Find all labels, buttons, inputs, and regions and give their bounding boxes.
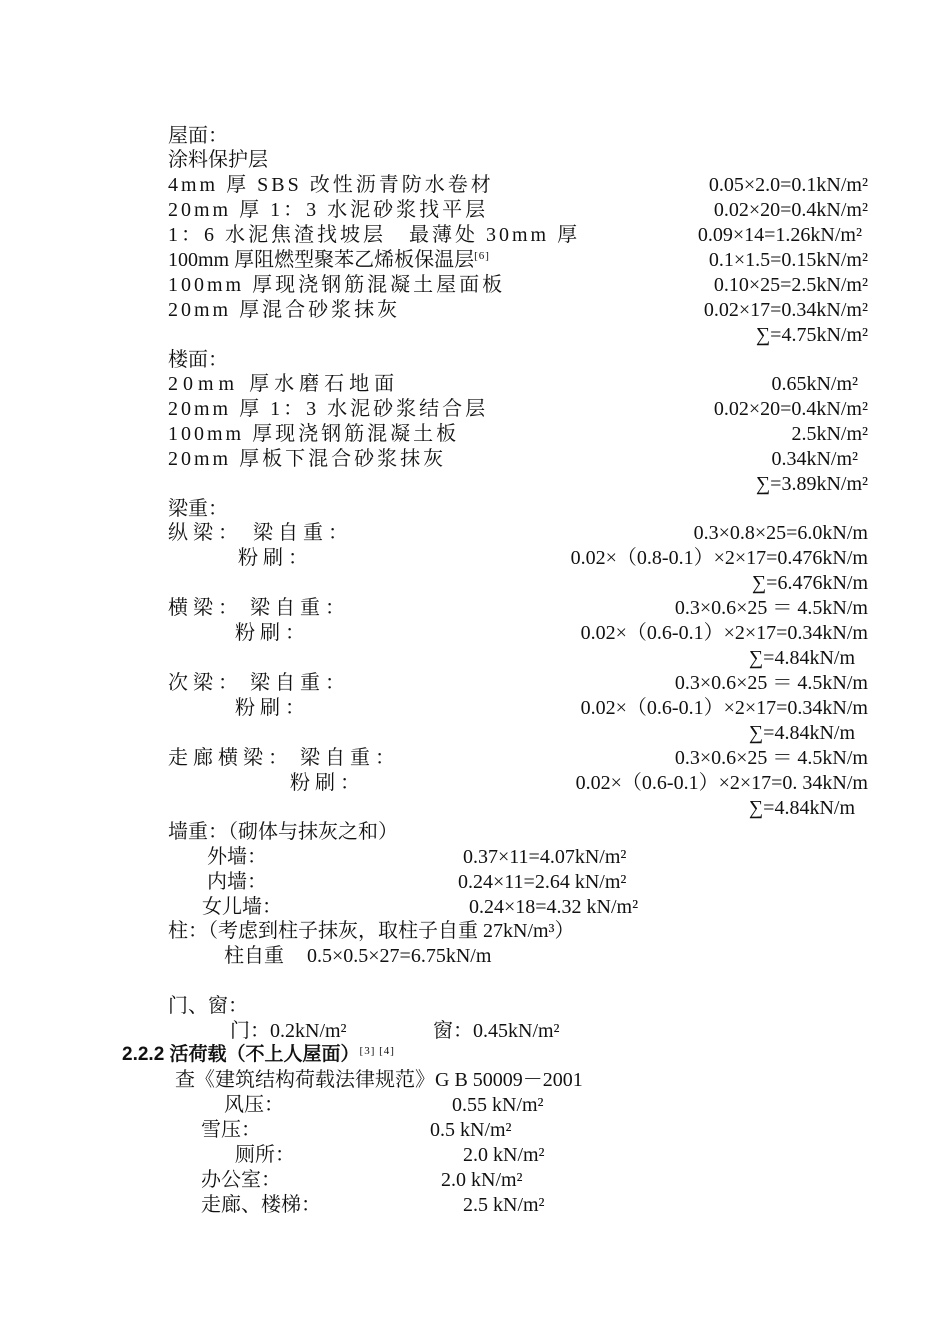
roof-row-label: 20mm 厚 1：3 水泥砂浆找平层 bbox=[168, 199, 489, 221]
floor-row-label: 20mm 厚 1：3 水泥砂浆结合层 bbox=[168, 398, 489, 420]
beam-sum: ∑=4.84kN/m bbox=[748, 647, 855, 669]
reference-note: [3] [4] bbox=[359, 1045, 395, 1057]
beam-sum: ∑=4.84kN/m bbox=[748, 722, 855, 744]
beam-self-label: 梁自重： bbox=[253, 522, 353, 544]
beam-self-label: 梁自重： bbox=[250, 672, 350, 694]
roof-row-insulation bbox=[168, 248, 490, 272]
floor-row-value: 0.65kN/m² bbox=[771, 373, 858, 395]
floor-row-label: 20mm 厚板下混合砂浆抹灰 bbox=[168, 448, 447, 470]
live-label: 风压： bbox=[224, 1094, 284, 1116]
beam-sum: ∑=6.476kN/m bbox=[751, 572, 868, 594]
beam-plaster-label: 粉刷： bbox=[290, 772, 365, 794]
beam-self-value: 0.3×0.8×25=6.0kN/m bbox=[693, 522, 868, 544]
beam-sum: ∑=4.84kN/m bbox=[748, 797, 855, 819]
wall-value: 0.24×18=4.32 kN/m² bbox=[469, 896, 639, 918]
beam-plaster-label: 粉刷： bbox=[235, 622, 310, 644]
door-load: 门：0.2kN/m² bbox=[230, 1020, 347, 1042]
beam-plaster-value: 0.02×（0.6-0.1）×2×17=0. 34kN/m bbox=[575, 772, 868, 794]
beam-plaster-label: 粉刷： bbox=[238, 547, 313, 569]
live-label: 厕所： bbox=[235, 1144, 295, 1166]
roof-row-value: 0.09×14=1.26kN/m² bbox=[697, 224, 862, 246]
floor-row-value: 0.34kN/m² bbox=[771, 448, 858, 470]
beam-plaster-value: 0.02×（0.6-0.1）×2×17=0.34kN/m bbox=[580, 697, 868, 719]
beam-name: 走廊横梁： bbox=[168, 747, 293, 769]
beam-self-label: 梁自重： bbox=[300, 747, 400, 769]
wall-value: 0.37×11=4.07kN/m² bbox=[463, 846, 627, 868]
live-label: 走廊、楼梯： bbox=[201, 1194, 321, 1216]
column-heading: 柱：（考虑到柱子抹灰，取柱子自重 27kN/m³） bbox=[168, 920, 575, 942]
roof-heading: 屋面： bbox=[168, 125, 228, 147]
live-value: 0.55 kN/m² bbox=[452, 1094, 544, 1116]
section-heading bbox=[122, 1043, 395, 1067]
wall-value: 0.24×11=2.64 kN/m² bbox=[458, 871, 627, 893]
doors-heading: 门、窗： bbox=[168, 995, 248, 1017]
floor-sum: ∑=3.89kN/m² bbox=[755, 473, 868, 495]
wall-label: 外墙： bbox=[207, 846, 267, 868]
live-value: 0.5 kN/m² bbox=[430, 1119, 512, 1141]
beam-name: 横梁： bbox=[168, 597, 243, 619]
beams-heading: 梁重： bbox=[168, 498, 228, 520]
wall-label: 内墙： bbox=[207, 871, 267, 893]
beam-self-value: 0.3×0.6×25 ＝ 4.5kN/m bbox=[674, 672, 868, 694]
code-reference: 查《建筑结构荷载法律规范》G B 50009－2001 bbox=[175, 1069, 583, 1091]
beam-self-value: 0.3×0.6×25 ＝ 4.5kN/m bbox=[674, 597, 868, 619]
beam-name: 次梁： bbox=[168, 672, 243, 694]
live-value: 2.0 kN/m² bbox=[463, 1144, 545, 1166]
wall-label: 女儿墙： bbox=[202, 896, 282, 918]
beam-name: 纵梁： bbox=[168, 522, 243, 544]
live-value: 2.5 kN/m² bbox=[463, 1194, 545, 1216]
roof-row-value: 0.05×2.0=0.1kN/m² bbox=[708, 174, 868, 196]
live-label: 雪压： bbox=[201, 1119, 261, 1141]
floor-row-label: 20mm 厚水磨石地面 bbox=[168, 373, 400, 395]
column-self-value: 0.5×0.5×27=6.75kN/m bbox=[307, 945, 492, 967]
beam-plaster-value: 0.02×（0.8-0.1）×2×17=0.476kN/m bbox=[570, 547, 868, 569]
roof-sum: ∑=4.75kN/m² bbox=[755, 324, 868, 346]
walls-heading: 墙重：（砌体与抹灰之和） bbox=[168, 821, 398, 843]
roof-row-label: 100mm 厚现浇钢筋混凝土屋面板 bbox=[168, 274, 506, 296]
live-label: 办公室： bbox=[201, 1169, 281, 1191]
roof-row-label: 100mm 厚阻燃型聚苯乙烯板保温层 bbox=[168, 249, 475, 271]
floor-row-value: 2.5kN/m² bbox=[791, 423, 868, 445]
roof-row-value: 0.02×20=0.4kN/m² bbox=[713, 199, 868, 221]
roof-protect-layer: 涂料保护层 bbox=[168, 149, 268, 171]
beam-plaster-label: 粉刷： bbox=[235, 697, 310, 719]
live-value: 2.0 kN/m² bbox=[441, 1169, 523, 1191]
roof-row-label: 4mm 厚 SBS 改性沥青防水卷材 bbox=[168, 174, 494, 196]
roof-row-label: 1：6 水泥焦渣找坡层 最薄处 30mm 厚 bbox=[168, 224, 581, 246]
beam-self-label: 梁自重： bbox=[250, 597, 350, 619]
roof-row-value: 0.1×1.5=0.15kN/m² bbox=[708, 249, 868, 271]
floor-row-label: 100mm 厚现浇钢筋混凝土板 bbox=[168, 423, 460, 445]
live-heading: 2.2.2 活荷载（不上人屋面） bbox=[122, 1044, 360, 1065]
window-load: 窗：0.45kN/m² bbox=[433, 1020, 560, 1042]
roof-row-value: 0.02×17=0.34kN/m² bbox=[703, 299, 868, 321]
reference-note: [6] bbox=[474, 250, 490, 262]
column-self-label: 柱自重 bbox=[224, 945, 284, 967]
roof-row-label: 20mm 厚混合砂浆抹灰 bbox=[168, 299, 401, 321]
floor-row-value: 0.02×20=0.4kN/m² bbox=[713, 398, 868, 420]
roof-row-value: 0.10×25=2.5kN/m² bbox=[713, 274, 868, 296]
beam-self-value: 0.3×0.6×25 ＝ 4.5kN/m bbox=[674, 747, 868, 769]
beam-plaster-value: 0.02×（0.6-0.1）×2×17=0.34kN/m bbox=[580, 622, 868, 644]
floor-heading: 楼面： bbox=[168, 349, 228, 371]
